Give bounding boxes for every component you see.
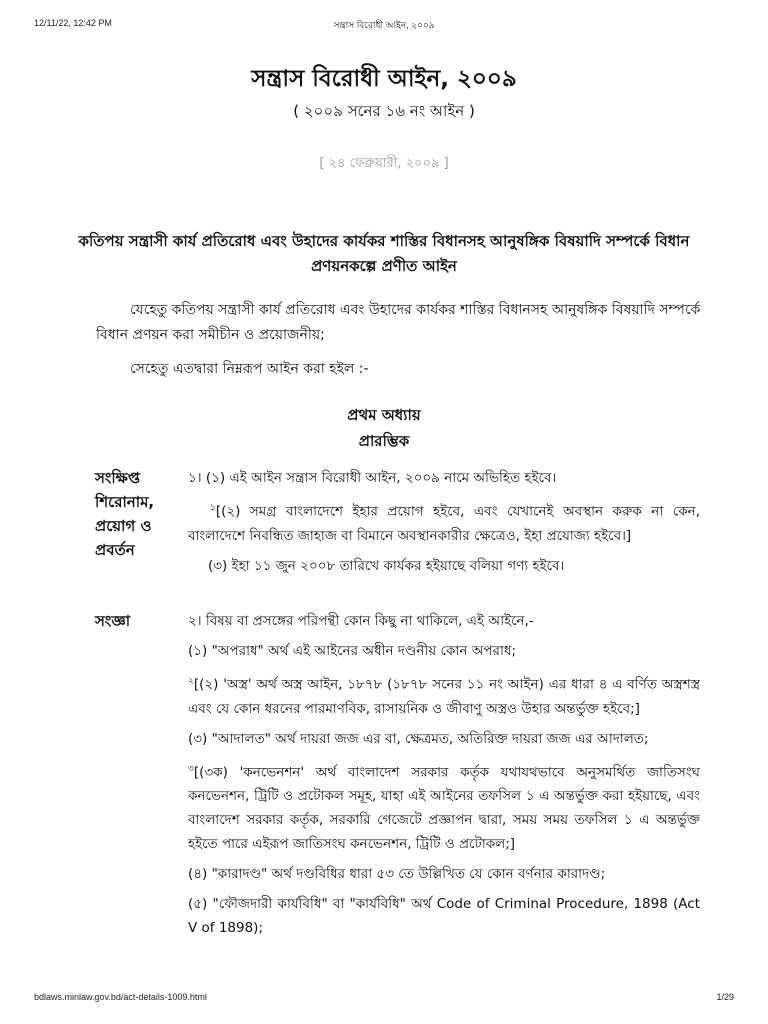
definition-3a <box>188 757 700 857</box>
section-2-name: সংজ্ঞা <box>95 612 131 630</box>
print-doc-title: সন্ত্রাস বিরোধী আইন, ২০০৯ <box>333 20 435 30</box>
act-title: সন্ত্রাস বিরোধী আইন, ২০০৯ <box>251 66 517 92</box>
chapter-title: প্রথম অধ্যায় <box>347 406 421 424</box>
page-url: bdlaws.minlaw.gov.bd/act-details-1009.html <box>34 992 207 1002</box>
print-header <box>0 18 768 32</box>
section-1-clause-2-text: [(২) সমগ্র বাংলাদেশে ইহার প্রয়োগ হইবে, এবং যেখানেই অবস্থান করুক না কেন, বাংলাদেশে নিবন্ধিত জাহাজ বা বিমানে অবস্থানকারীর ক্ষেত্রেও, ইহা প্রযোজ্য হইবে।] <box>188 503 700 544</box>
preamble-text-2: সেহেতু এতদ্বারা নিম্নরূপ আইন করা হইল :- <box>130 361 369 377</box>
preamble-paragraph-1 <box>96 298 704 348</box>
preamble-paragraph-2 <box>96 357 704 382</box>
footnote-ref-2[interactable]: ২ <box>188 676 194 686</box>
footnote-ref-3[interactable]: ৩ <box>188 763 194 774</box>
section-2-intro: ২। বিষয় বা প্রসঙ্গের পরিপন্থী কোন কিছু না থাকিলে, এই আইনে,- <box>188 613 534 629</box>
definition-1: (১) "অপরাধ" অর্থ এই আইনের অধীন দণ্ডনীয় কোন অপরাধ; <box>188 643 517 659</box>
definition-5: (৫) "ফৌজদারী কার্যবিধি" বা "কার্যবিধি" অর্থ Code of Criminal Procedure, 1898 (Act V of 1898); <box>188 896 700 936</box>
section-2-body <box>188 609 700 946</box>
section-1-clause-1: ১। (১) এই আইন সন্ত্রাস বিরোধী আইন, ২০০৯ নামে অভিহিত হইবে। <box>188 470 557 486</box>
chapter-subtitle: প্রারম্ভিক <box>358 432 410 450</box>
section-1-name: সংক্ষিপ্ত শিরোনাম, প্রয়োগ ও প্রবর্তন <box>95 469 155 559</box>
section-1-clause-2 <box>188 496 700 548</box>
print-datetime: 12/11/22, 12:42 PM <box>34 18 112 28</box>
act-number: ( ২০০৯ সনের ১৬ নং আইন ) <box>293 102 475 120</box>
section-1-clause-3: (৩) ইহা ১১ জুন ২০০৮ তারিখে কার্যকর হইয়াছে বলিয়া গণ্য হইবে। <box>208 557 565 574</box>
definition-3: (৩) "আদালত" অর্থ দায়রা জজ এর বা, ক্ষেত্রমত, অতিরিক্ত দায়রা জজ এর আদালত; <box>188 730 649 747</box>
definition-2-text: [(২) 'অস্ত্র' অর্থ অস্ত্র আইন, ১৮৭৮ (১৮৭৮ সনের ১১ নং আইন) এর ধারা ৪ এ বর্ণিত অস্ত্রশস্ত্র এবং যে কোন ধরনের পারমাণবিক, রাসায়নিক ও জীবাণু অস্ত্রও উহার অন্তর্ভুক্ত হইবে;] <box>188 676 700 717</box>
act-date: [ ২৪ ফেব্রুয়ারী, ২০০৯ ] <box>319 156 449 171</box>
preamble-text-1: যেহেতু কতিপয় সন্ত্রাসী কার্য প্রতিরোধ এবং উহাদের কার্যকর শাস্তির বিধানসহ আনুষঙ্গিক বিষয়াদি সম্পর্কে বিধান প্রণয়ন করা সমীচীন ও প্রয়োজনীয়; <box>96 302 701 343</box>
footnote-ref-1[interactable]: ১ <box>210 503 216 513</box>
print-footer <box>0 992 768 1006</box>
page-number: 1/29 <box>716 992 734 1002</box>
act-long-title: কতিপয় সন্ত্রাসী কার্য প্রতিরোধ এবং উহাদের কার্যকর শাস্তির বিধানসহ আনুষঙ্গিক বিষয়াদি সম্পর্কে বিধান প্রণয়নকল্পে প্রণীত আইন <box>78 232 690 275</box>
definition-2 <box>188 669 700 721</box>
section-1-body <box>188 466 700 584</box>
definition-4: (৪) "কারাদণ্ড" অর্থ দণ্ডবিধির ধারা ৫৩ তে উল্লিখিত যে কোন বর্ণনার কারাদণ্ড; <box>188 866 606 882</box>
definition-3a-text: [(৩ক) 'কনভেনশন' অর্থ বাংলাদেশ সরকার কর্তৃক যথাযথভাবে অনুসমর্থিত জাতিসংঘ কনভেনশন, ট্রিটি ও প্রটোকল সমূহ, যাহা এই আইনের তফসিল ১ এ অন্তর্ভুক্ত করা হইয়াছে, এবং বাংলাদেশ সরকার কর্তৃক, সরকারি গেজেটে প্রজ্ঞাপন দ্বারা, সময় সময় তফসিল ১ এ অন্তর্ভুক্ত হইতে পারে এইরূপ জাতিসংঘ কনভেনশন, ট্রিটি ও প্রটোকল;] <box>188 764 700 852</box>
